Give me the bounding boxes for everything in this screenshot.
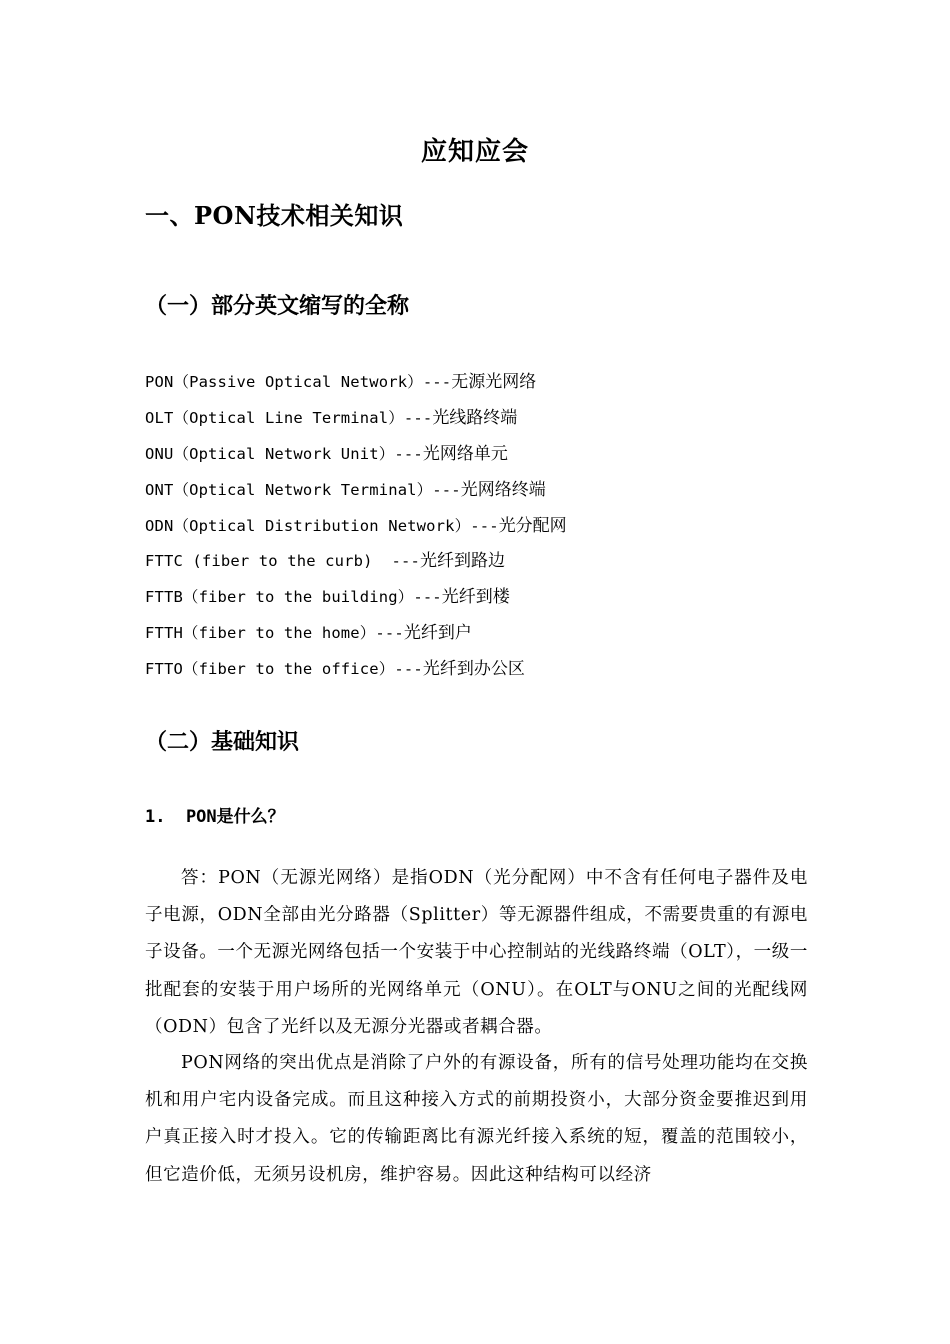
abbreviation-term: FTTH（fiber to the home）--- (145, 624, 404, 643)
list-item (145, 476, 567, 512)
abbreviation-term: ONU（Optical Network Unit）--- (145, 444, 423, 463)
abbreviation-meaning: 光线路终端 (432, 407, 518, 428)
abbreviation-meaning: 光纤到办公区 (422, 659, 525, 680)
abbreviation-term: FTTO（fiber to the office）--- (145, 660, 423, 679)
list-item (145, 547, 567, 583)
abbreviation-term: OLT（Optical Line Terminal）--- (145, 408, 433, 427)
body-paragraph: PON网络的突出优点是消除了户外的有源设备，所有的信号处理功能均在交换机和用户宅内设备完成。而且这种接入方式的前期投资小，大部分资金要推迟到用户真正接入时才投入。它的传输距离比有源光纤接入系统的短，覆盖的范围较小，但它造价低，无须另设机房，维护容易。因此这种结构可以经济 (145, 1053, 808, 1185)
list-item (145, 404, 567, 440)
list-item (145, 655, 567, 691)
list-item (145, 512, 567, 548)
list-item (145, 440, 567, 476)
list-item (145, 583, 567, 619)
section-heading-pon: 一、PON技术相关知识 (145, 201, 404, 230)
answer-paragraph: 答：PON（无源光网络）是指ODN（光分配网）中不含有任何电子器件及电子电源，ODN全部由光分路器（Splitter）等无源器件组成，不需要贵重的有源电子设备。一个无源光网络包括一个安装于中心控制站的光线路终端（OLT），一级一批配套的安装于用户场所的光网络单元（ONU）。在OLT与ONU之间的光配线网（ODN）包含了光纤以及无源分光器或者耦合器。 (145, 868, 808, 1037)
subsection-heading-basics: （二）基础知识 (145, 729, 300, 755)
abbreviation-meaning: 光分配网 (498, 515, 567, 536)
list-item (145, 619, 567, 655)
abbreviation-term: ODN（Optical Distribution Network）--- (145, 516, 499, 535)
abbreviation-meaning: 光网络单元 (422, 443, 508, 464)
abbreviation-term: ONT（Optical Network Terminal）--- (145, 480, 461, 499)
question-heading: 1. PON是什么？ (145, 807, 285, 827)
abbreviation-meaning: 光纤到户 (403, 623, 472, 644)
abbreviation-meaning: 光网络终端 (460, 479, 546, 500)
abbreviation-term: PON（Passive Optical Network）--- (145, 373, 452, 391)
document-title: 应知应会 (420, 137, 529, 167)
abbreviation-meaning: 光纤到路边 (419, 551, 505, 572)
abbreviation-term: FTTB（fiber to the building）--- (145, 588, 442, 607)
abbreviation-meaning: 无源光网络 (451, 372, 537, 392)
list-item (145, 368, 567, 404)
abbreviation-list (145, 368, 567, 691)
abbreviation-meaning: 光纤到楼 (441, 587, 510, 608)
abbreviation-term: FTTC (fiber to the curb) --- (145, 552, 420, 571)
subsection-heading-abbreviations: （一）部分英文缩写的全称 (145, 293, 410, 319)
